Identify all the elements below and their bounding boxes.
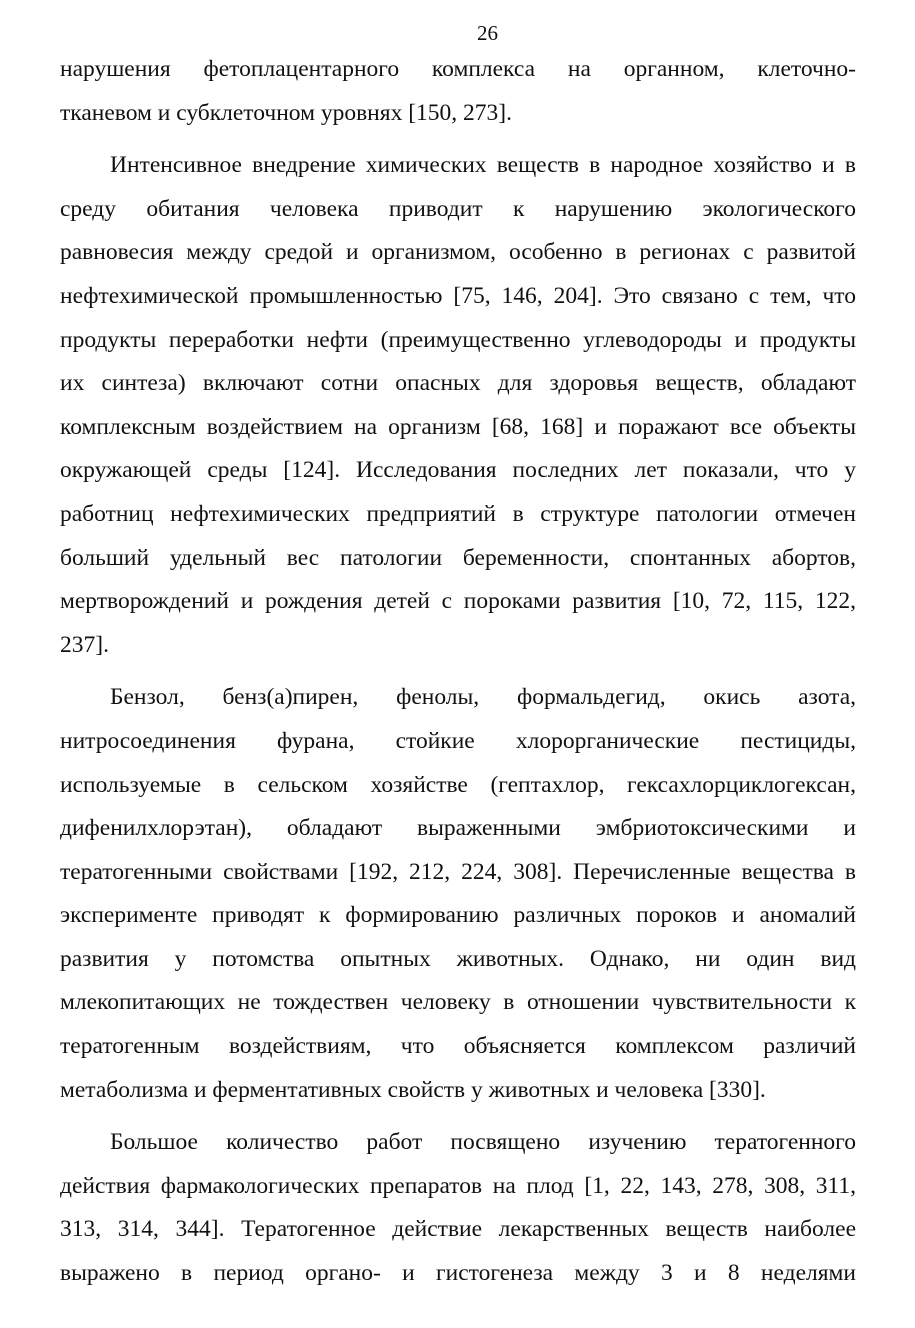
text-line: среду обитания человека приводит к нарушению экологического bbox=[60, 195, 856, 222]
text-line: работниц нефтехимических предприятий в структуре патологии отмечен bbox=[60, 500, 856, 527]
text-line: окружающей среды [124]. Исследования последних лет показали, что у bbox=[60, 457, 856, 484]
text-line: действия фармакологических препаратов на плод [1, 22, 143, 278, 308, 311, bbox=[60, 1172, 856, 1199]
text-line: тканевом и субклеточном уровнях [150, 273]. bbox=[60, 99, 512, 126]
text-line: нарушения фетоплацентарного комплекса на органном, клеточно- bbox=[60, 56, 856, 82]
paragraph bbox=[60, 676, 856, 1112]
text-line: развития у потомства опытных животных. Однако, ни один вид bbox=[60, 945, 856, 972]
text-line: эксперименте приводят к формированию различных пороков и аномалий bbox=[60, 902, 856, 929]
text-line: дифенилхлорэтан), обладают выраженными эмбриотоксическими и bbox=[60, 815, 856, 842]
text-line: тератогенными свойствами [192, 212, 224, 308]. Перечисленные вещества в bbox=[60, 858, 856, 885]
paragraph bbox=[60, 48, 856, 135]
paragraph bbox=[60, 1121, 856, 1295]
text-line: продукты переработки нефти (преимущественно углеводороды и продукты bbox=[60, 326, 856, 353]
text-line: 313, 314, 344]. Тератогенное действие лекарственных веществ наиболее bbox=[60, 1216, 856, 1243]
text-line: больший удельный вес патологии беременности, спонтанных абортов, bbox=[60, 544, 856, 571]
text-line: выражено в период органо- и гистогенеза между 3 и 8 неделями bbox=[60, 1260, 856, 1287]
text-line: используемые в сельском хозяйстве (гептахлор, гексахлорциклогексан, bbox=[60, 771, 856, 798]
text-line: Большое количество работ посвящено изучению тератогенного bbox=[110, 1129, 856, 1156]
text-line: Бензол, бенз(а)пирен, фенолы, формальдегид, окись азота, bbox=[110, 684, 856, 711]
paragraph bbox=[60, 144, 856, 667]
text-line: Интенсивное внедрение химических веществ в народное хозяйство и в bbox=[110, 152, 856, 179]
text-line: комплексным воздействием на организм [68, 168] и поражают все объекты bbox=[60, 413, 856, 440]
text-line: нефтехимической промышленностью [75, 146, 204]. Это связано с тем, что bbox=[60, 282, 856, 309]
text-line: их синтеза) включают сотни опасных для здоровья веществ, обладают bbox=[60, 370, 856, 397]
text-line: 237]. bbox=[60, 631, 109, 658]
page-number: 26 bbox=[477, 21, 498, 45]
text-line: метаболизма и ферментативных свойств у животных и человека [330]. bbox=[60, 1076, 766, 1103]
text-line: мертворождений и рождения детей с пороками развития [10, 72, 115, 122, bbox=[60, 588, 856, 615]
text-line: равновесия между средой и организмом, особенно в регионах с развитой bbox=[60, 239, 856, 266]
text-line: нитросоединения фурана, стойкие хлорорганические пестициды, bbox=[60, 727, 856, 754]
body-text bbox=[60, 48, 856, 1305]
text-line: тератогенным воздействиям, что объясняется комплексом различий bbox=[60, 1033, 856, 1060]
text-line: млекопитающих не тождествен человеку в отношении чувствительности к bbox=[60, 989, 856, 1016]
